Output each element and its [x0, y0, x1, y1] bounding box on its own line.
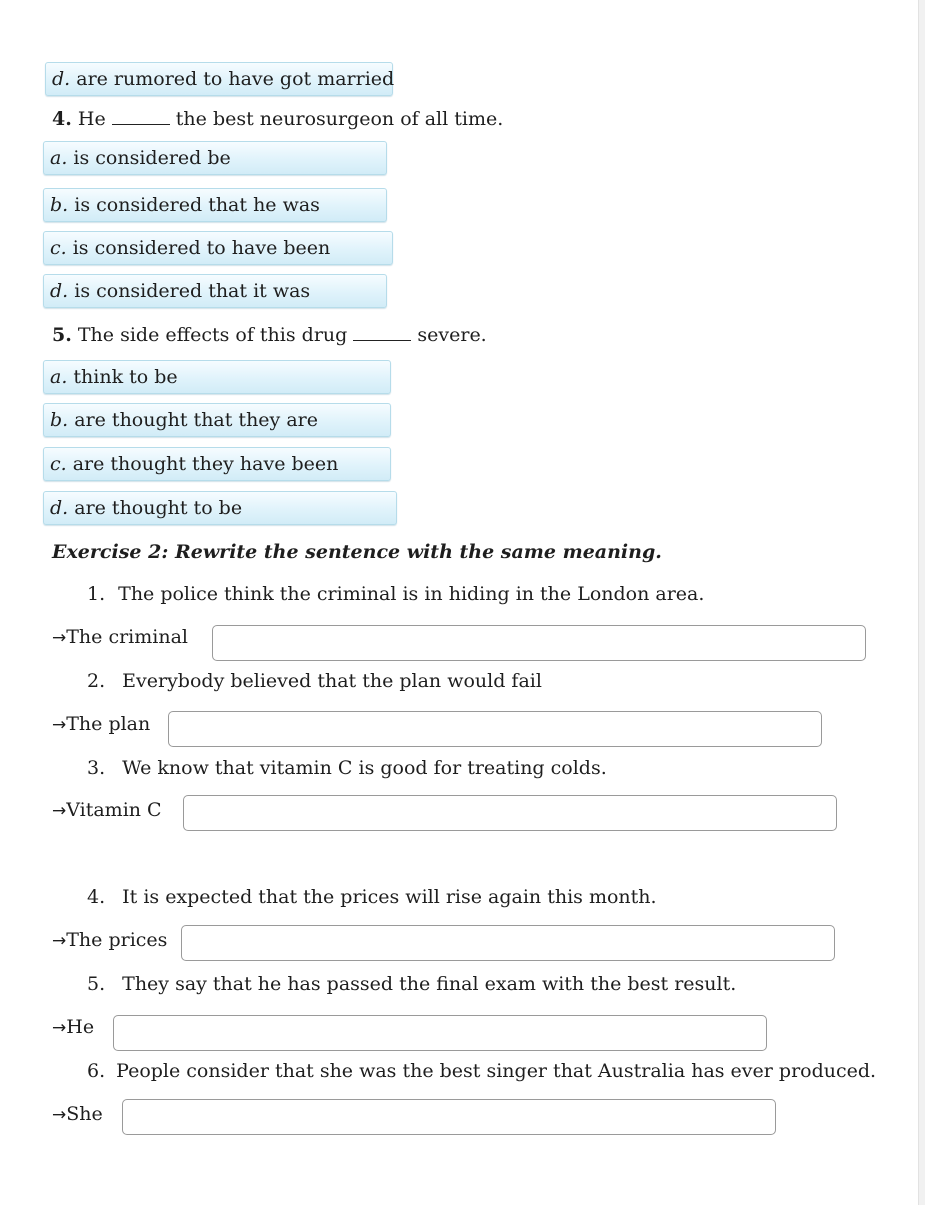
option-letter: d.	[50, 497, 69, 519]
option-text: are rumored to have got married	[70, 68, 395, 90]
option-letter: a.	[50, 147, 68, 169]
option-letter: d.	[50, 280, 69, 302]
option-text: are thought to be	[68, 497, 243, 519]
q4-option-a[interactable]	[43, 141, 387, 175]
answer-blank	[353, 323, 411, 341]
prompt-text: The plan	[66, 713, 151, 735]
item-sentence: The police think the criminal is in hiding in the London area.	[118, 583, 705, 605]
arrow-icon: →	[52, 715, 67, 735]
item-number: 3.	[87, 757, 106, 779]
arrow-icon: →	[52, 628, 67, 648]
ex2-item-2-prompt	[52, 712, 150, 737]
option-text: is considered that it was	[68, 280, 311, 302]
question-stem-before: The side effects of this drug	[71, 324, 354, 346]
item-number: 5.	[87, 973, 106, 995]
ex2-item-3-sentence	[87, 756, 607, 780]
item-sentence: People consider that she was the best singer that Australia has ever produced.	[116, 1060, 877, 1082]
question-stem-before: He	[71, 108, 112, 130]
q4-option-c[interactable]	[43, 231, 393, 265]
q3-option-d[interactable]	[45, 62, 393, 96]
answer-blank	[112, 107, 170, 125]
arrow-icon: →	[52, 801, 67, 821]
item-number: 1.	[87, 583, 106, 605]
item-number: 2.	[87, 670, 106, 692]
option-text: is considered be	[67, 147, 231, 169]
arrow-icon: →	[52, 931, 67, 951]
ex2-item-5-prompt	[52, 1015, 94, 1040]
ex2-item-2-answer-box[interactable]	[168, 711, 822, 747]
item-number: 6.	[87, 1060, 106, 1082]
ex2-item-5-sentence	[87, 972, 736, 996]
question-stem-after: severe.	[411, 324, 487, 346]
item-sentence: Everybody believed that the plan would fail	[122, 670, 542, 692]
ex2-item-3-answer-box[interactable]	[183, 795, 837, 831]
item-sentence: We know that vitamin C is good for treating colds.	[122, 757, 607, 779]
ex2-item-4-sentence	[87, 885, 657, 909]
option-letter: c.	[50, 453, 67, 475]
option-text: are thought that they are	[68, 409, 318, 431]
q5-option-d[interactable]	[43, 491, 397, 525]
ex2-item-4-answer-box[interactable]	[181, 925, 835, 961]
item-sentence: They say that he has passed the final exam with the best result.	[122, 973, 737, 995]
ex2-item-2-sentence	[87, 669, 542, 693]
q5-option-b[interactable]	[43, 403, 391, 437]
q5-option-c[interactable]	[43, 447, 391, 481]
ex2-item-4-prompt	[52, 928, 167, 953]
option-letter: a.	[50, 366, 68, 388]
prompt-text: She	[66, 1103, 103, 1125]
prompt-text: The prices	[66, 929, 168, 951]
arrow-icon: →	[52, 1105, 67, 1125]
question-number: 4.	[52, 108, 72, 130]
prompt-text: Vitamin C	[66, 799, 162, 821]
prompt-text: The criminal	[66, 626, 188, 648]
ex2-item-6-answer-box[interactable]	[122, 1099, 776, 1135]
q5-option-a[interactable]	[43, 360, 391, 394]
question-number: 5.	[52, 324, 72, 346]
option-letter: d.	[52, 68, 71, 90]
page-edge	[918, 0, 925, 1205]
question-5	[52, 323, 487, 347]
ex2-item-1-answer-box[interactable]	[212, 625, 866, 661]
option-letter: b.	[50, 409, 69, 431]
option-text: think to be	[67, 366, 178, 388]
ex2-item-1-prompt	[52, 625, 188, 650]
ex2-item-5-answer-box[interactable]	[113, 1015, 767, 1051]
ex2-item-6-sentence	[87, 1059, 876, 1083]
ex2-item-3-prompt	[52, 798, 162, 823]
option-text: are thought they have been	[66, 453, 339, 475]
option-text: is considered that he was	[68, 194, 320, 216]
item-number: 4.	[87, 886, 106, 908]
option-text: is considered to have been	[66, 237, 331, 259]
q4-option-b[interactable]	[43, 188, 387, 222]
option-letter: b.	[50, 194, 69, 216]
option-letter: c.	[50, 237, 67, 259]
item-sentence: It is expected that the prices will rise again this month.	[122, 886, 657, 908]
ex2-item-6-prompt	[52, 1102, 103, 1127]
question-4	[52, 107, 503, 131]
arrow-icon: →	[52, 1018, 67, 1038]
exercise-2-title: Exercise 2: Rewrite the sentence with the same meaning.	[52, 541, 662, 563]
prompt-text: He	[66, 1016, 95, 1038]
q4-option-d[interactable]	[43, 274, 387, 308]
ex2-item-1-sentence	[87, 582, 704, 606]
question-stem-after: the best neurosurgeon of all time.	[169, 108, 504, 130]
